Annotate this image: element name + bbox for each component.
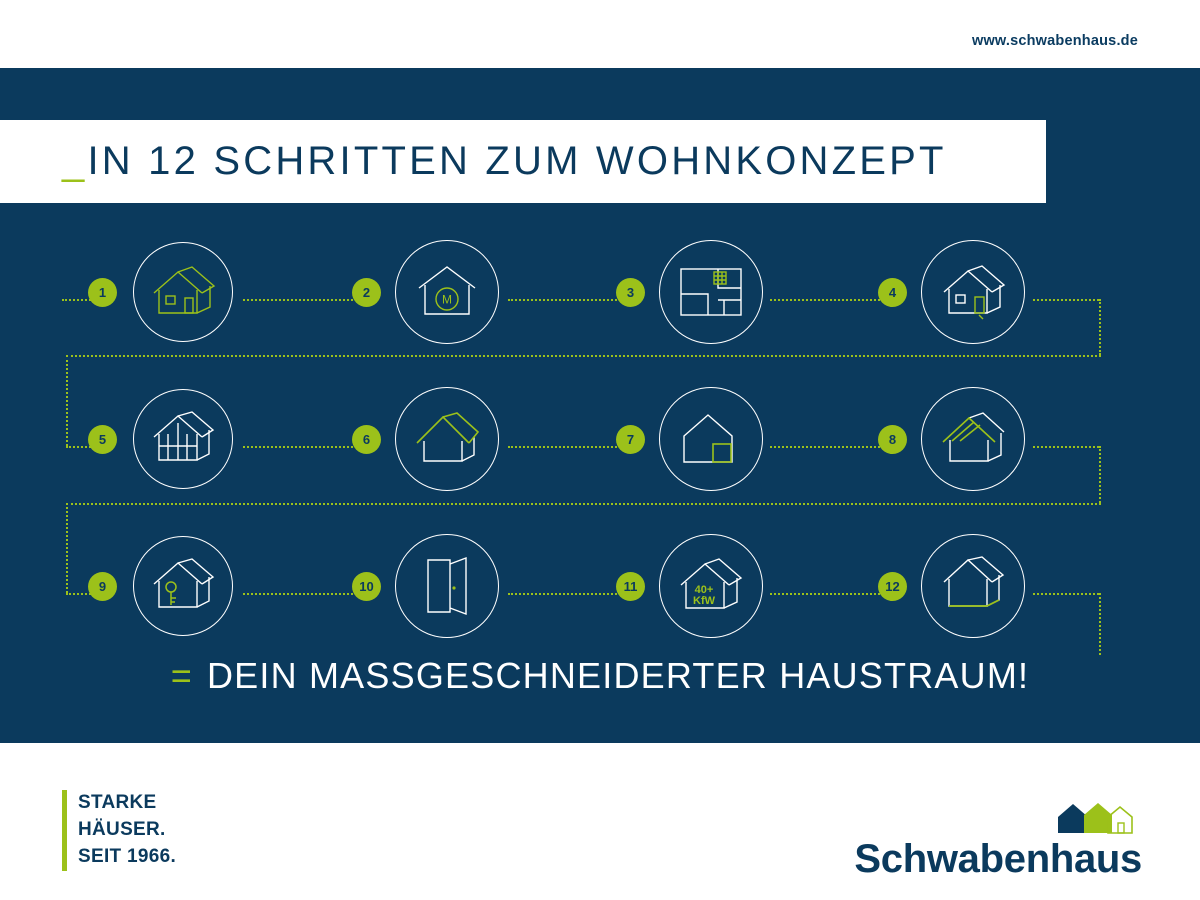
house-with-window-icon bbox=[659, 387, 763, 491]
step-row-1 bbox=[0, 220, 1200, 367]
kfw-top-label: 40+ bbox=[694, 584, 714, 596]
title-label: IN 12 SCHRITTEN ZUM WOHNKONZEPT bbox=[87, 139, 947, 183]
m-badge-label: M bbox=[442, 292, 452, 307]
house-outline-icon bbox=[133, 242, 233, 342]
step-6[interactable] bbox=[352, 367, 552, 514]
brand-name: Schwabenhaus bbox=[854, 837, 1142, 881]
open-door-icon bbox=[395, 534, 499, 638]
brand-logo[interactable] bbox=[854, 799, 1142, 882]
step-7[interactable] bbox=[616, 367, 816, 514]
step-badge: 10 bbox=[352, 572, 381, 601]
step-badge: 12 bbox=[878, 572, 907, 601]
house-with-key-icon bbox=[133, 536, 233, 636]
step-row-3 bbox=[0, 514, 1200, 661]
website-url[interactable]: www.schwabenhaus.de bbox=[971, 33, 1138, 49]
claim-line-1: STARKE bbox=[78, 792, 157, 813]
equals-sign: = bbox=[170, 655, 193, 696]
steps-area bbox=[0, 205, 1200, 675]
step-badge: 2 bbox=[352, 278, 381, 307]
kfw-bottom-label: KfW bbox=[693, 595, 715, 607]
step-badge: 11 bbox=[616, 572, 645, 601]
title-underscore: _ bbox=[62, 139, 88, 183]
house-logo-icon bbox=[1056, 799, 1138, 835]
step-badge: 5 bbox=[88, 425, 117, 454]
step-4[interactable] bbox=[878, 220, 1078, 367]
step-row-2 bbox=[0, 367, 1200, 514]
step-9[interactable] bbox=[88, 514, 288, 661]
step-8[interactable] bbox=[878, 367, 1078, 514]
title-box bbox=[0, 120, 1046, 203]
step-badge: 4 bbox=[878, 278, 907, 307]
step-12[interactable] bbox=[878, 514, 1078, 661]
step-10[interactable] bbox=[352, 514, 552, 661]
step-badge: 3 bbox=[616, 278, 645, 307]
step-badge: 7 bbox=[616, 425, 645, 454]
step-badge: 6 bbox=[352, 425, 381, 454]
floorplan-icon bbox=[659, 240, 763, 344]
claim-line-2: HÄUSER. bbox=[78, 818, 166, 840]
house-roof-tiles-icon bbox=[921, 387, 1025, 491]
top-strip bbox=[0, 0, 1200, 68]
step-5[interactable] bbox=[88, 367, 288, 514]
claim-block bbox=[62, 790, 176, 871]
step-2[interactable] bbox=[352, 220, 552, 367]
claim-line-3: SEIT 1966. bbox=[78, 845, 177, 867]
result-line bbox=[0, 655, 1200, 697]
step-badge: 8 bbox=[878, 425, 907, 454]
step-badge: 9 bbox=[88, 572, 117, 601]
page-title bbox=[62, 139, 947, 184]
step-11[interactable] bbox=[616, 514, 816, 661]
house-with-m-icon bbox=[395, 240, 499, 344]
step-1[interactable] bbox=[88, 220, 288, 367]
house-kfw40-icon bbox=[659, 534, 763, 638]
step-3[interactable] bbox=[616, 220, 816, 367]
house-framework-icon bbox=[133, 389, 233, 489]
house-roof-icon bbox=[395, 387, 499, 491]
step-badge: 1 bbox=[88, 278, 117, 307]
footer bbox=[0, 743, 1200, 900]
house-with-door-icon bbox=[921, 240, 1025, 344]
house-floor-icon bbox=[921, 534, 1025, 638]
result-text: DEIN MASSGESCHNEIDERTER HAUSTRAUM! bbox=[206, 655, 1030, 696]
